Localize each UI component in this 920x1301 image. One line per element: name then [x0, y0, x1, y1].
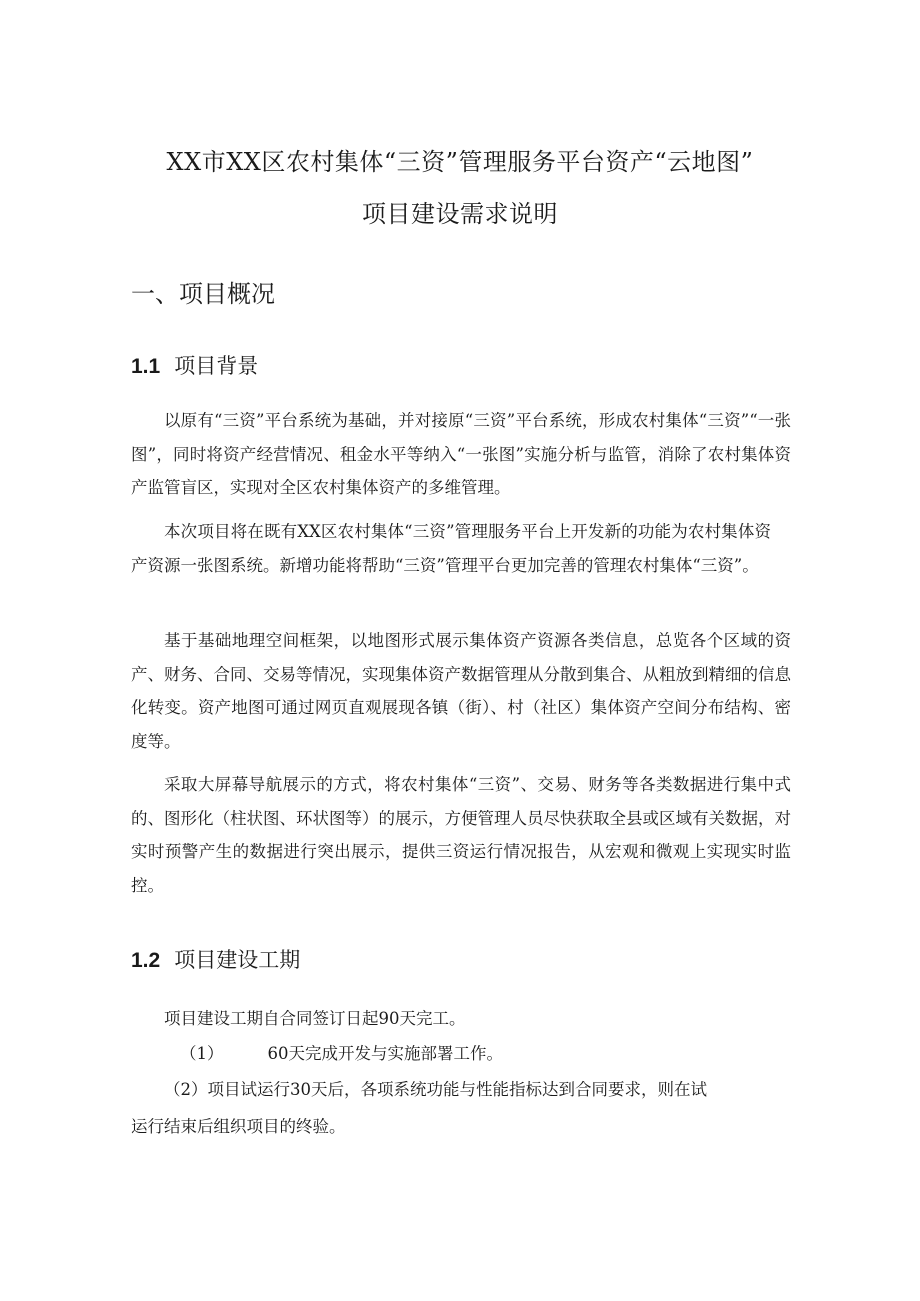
subsection-number: 1.2	[131, 949, 161, 972]
subsection-title: 项目背景	[174, 354, 259, 378]
subsection-title: 项目建设工期	[174, 948, 301, 972]
subsection-number: 1.1	[131, 355, 161, 378]
schedule-item-1-text: 60天完成开发与实施部署工作。	[267, 1044, 503, 1063]
background-paragraph-3: 基于基础地理空间框架，以地图形式展示集体资产资源各类信息，总览各个区域的资产、财务、合同、交易等情况，实现集体资产数据管理从分散到集合、从粗放到精细的信息化转变。资产地图可通过网页直观展现各镇（街）、村（社区）集体资产空间分布结构、密度等。	[131, 631, 791, 751]
document-title-line-2: 项目建设需求说明	[362, 200, 558, 228]
background-paragraph-4: 采取大屏幕导航展示的方式，将农村集体“三资”、交易、财务等各类数据进行集中式的、图形化（柱状图、环状图等）的展示，方便管理人员尽快获取全县或区域有关数据，对实时预警产生的数据进行突出展示，提供三资运行情况报告，从宏观和微观上实现实时监控。	[131, 775, 791, 895]
schedule-item-2-line-1: （2）项目试运行30天后，各项系统功能与性能指标达到合同要求，则在试	[164, 1080, 707, 1099]
section-heading-overview: 一、项目概况	[131, 280, 275, 308]
background-paragraph-1: 以原有“三资”平台系统为基础，并对接原“三资”平台系统，形成农村集体“三资”“一张图”，同时将资产经营情况、租金水平等纳入“一张图”实施分析与监管，消除了农村集体资产监管盲区，实现对全区农村集体资产的多维管理。	[131, 411, 791, 497]
subsection-heading-background	[131, 350, 258, 380]
schedule-item-1	[180, 1040, 503, 1064]
document-title-line-1: XX市XX区农村集体“三资”管理服务平台资产“云地图”	[166, 148, 754, 176]
subsection-heading-schedule	[131, 944, 300, 974]
background-paragraph-2: 本次项目将在既有XX区农村集体“三资”管理服务平台上开发新的功能为农村集体资产资源一张图系统。新增功能将帮助“三资”管理平台更加完善的管理农村集体“三资”。	[131, 522, 771, 575]
schedule-intro: 项目建设工期自合同签订日起90天完工。	[164, 1009, 466, 1028]
schedule-item-2-line-2: 运行结束后组织项目的终验。	[131, 1117, 346, 1136]
list-marker: （1）	[180, 1044, 224, 1063]
